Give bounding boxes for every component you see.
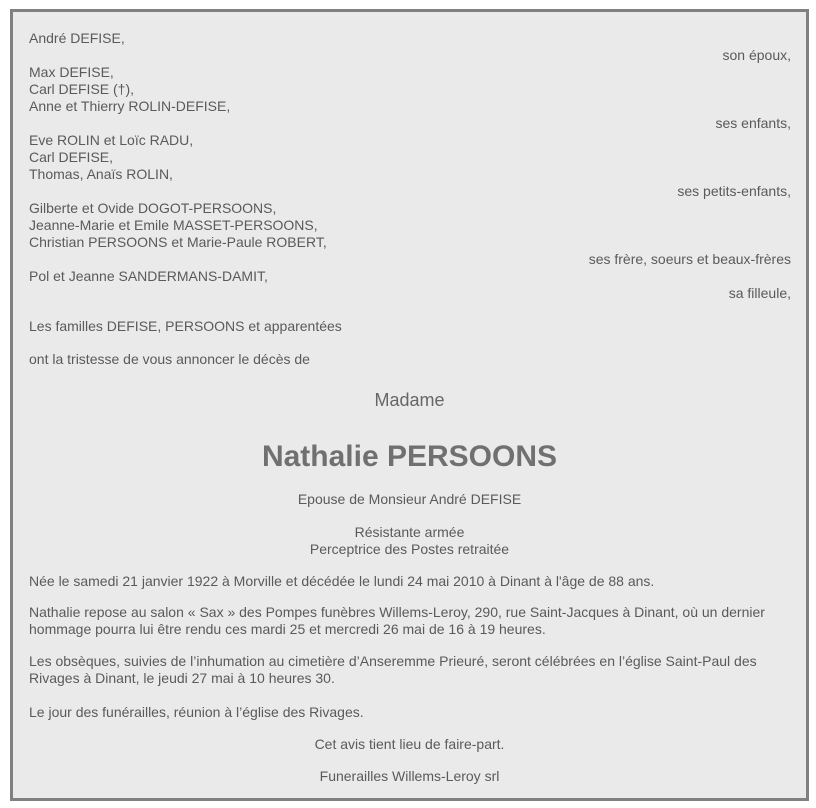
family-line: Pol et Jeanne SANDERMANS-DAMIT, bbox=[29, 268, 268, 284]
role-line: Résistante armée bbox=[354, 524, 465, 540]
family-line: Eve ROLIN et Loïc RADU, bbox=[29, 132, 194, 148]
notice-line: Cet avis tient lieu de faire-part. bbox=[314, 736, 505, 752]
family-line: Gilberte et Ovide DOGOT-PERSOONS, bbox=[29, 200, 277, 216]
role-line: Perceptrice des Postes retraitée bbox=[309, 541, 510, 557]
relation-label: son époux, bbox=[722, 47, 791, 63]
announcement-line: ont la tristesse de vous annoncer le décès de bbox=[29, 351, 310, 367]
family-line: Carl DEFISE (†), bbox=[29, 81, 135, 97]
family-line: Christian PERSOONS et Marie-Paule ROBERT, bbox=[29, 234, 327, 250]
viewing-paragraph: Nathalie repose au salon « Sax » des Pompes funèbres Willems-Leroy, 290, rue Saint-Jacques à Dinant, où un dernier hommage pourra lui être rendu ces mardi 25 et mercredi 26 mai de 16 à 19 heures. bbox=[29, 604, 765, 637]
deceased-title: Madame bbox=[374, 390, 445, 410]
relation-label: ses frère, soeurs et beaux-frères bbox=[588, 251, 791, 267]
family-line: André DEFISE, bbox=[29, 30, 125, 46]
funeral-paragraph: Les obsèques, suivies de l’inhumation au cimetière d’Anseremme Prieuré, seront célébrées en l’église Saint-Paul des Rivages à Dinant, le jeudi 27 mai à 10 heures 30. bbox=[29, 653, 757, 686]
relation-label: ses enfants, bbox=[715, 115, 791, 131]
birth-death-paragraph: Née le samedi 21 janvier 1922 à Morville et décédée le lundi 24 mai 2010 à Dinant à l'âge de 88 ans. bbox=[29, 573, 655, 589]
family-line: Anne et Thierry ROLIN-DEFISE, bbox=[29, 98, 231, 114]
relation-label: sa filleule, bbox=[728, 285, 791, 301]
families-line: Les familles DEFISE, PERSOONS et apparentées bbox=[29, 318, 342, 334]
obituary-card bbox=[10, 9, 809, 801]
family-line: Max DEFISE, bbox=[29, 64, 114, 80]
deceased-name: Nathalie PERSOONS bbox=[261, 440, 558, 473]
spouse-line: Epouse de Monsieur André DEFISE bbox=[297, 491, 522, 507]
family-line: Carl DEFISE, bbox=[29, 149, 114, 165]
reunion-paragraph: Le jour des funérailles, réunion à l’église des Rivages. bbox=[29, 704, 364, 720]
relation-label: ses petits-enfants, bbox=[677, 183, 791, 199]
family-line: Jeanne-Marie et Emile MASSET-PERSOONS, bbox=[29, 217, 318, 233]
family-line: Thomas, Anaïs ROLIN, bbox=[29, 166, 173, 182]
funeral-home-line: Funerailles Willems-Leroy srl bbox=[319, 768, 500, 784]
